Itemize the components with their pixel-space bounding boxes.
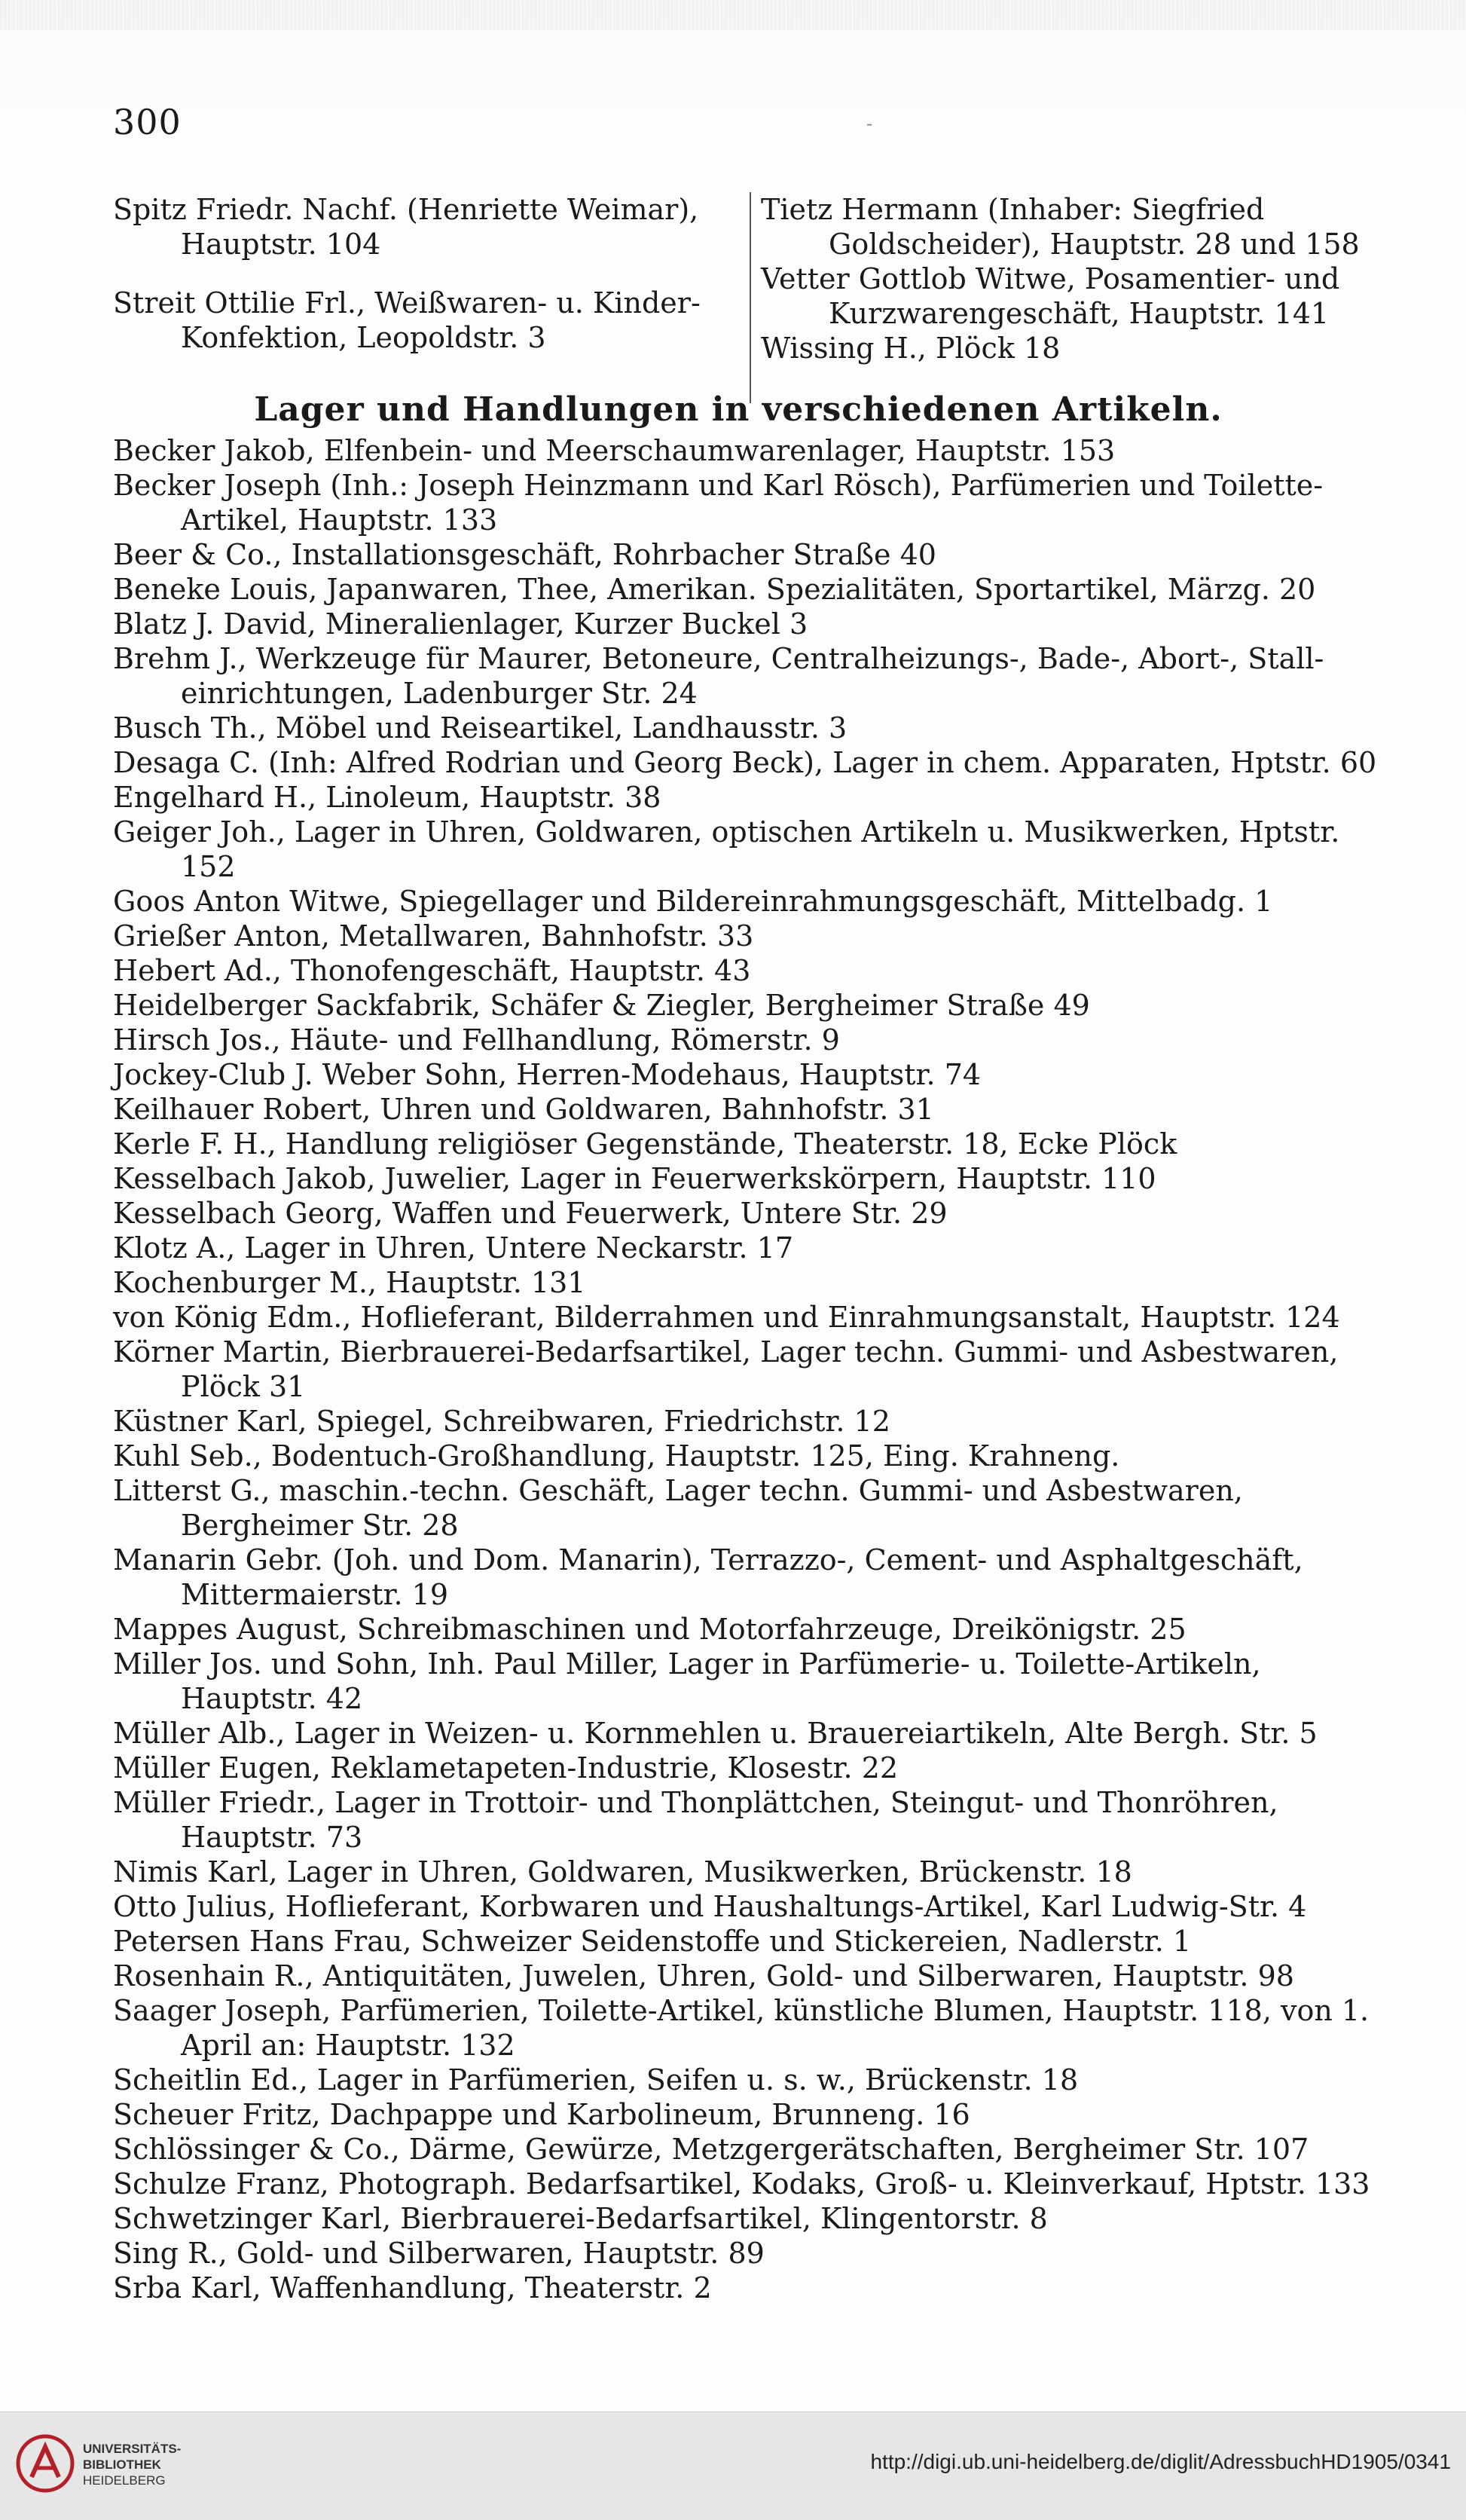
list-item: Busch Th., Möbel und Reiseartikel, Landhausstr. 3 — [113, 711, 848, 745]
list-item: Wissing H., Plöck 18 — [761, 332, 1061, 365]
library-name-line: BIBLIOTHEK — [83, 2457, 161, 2472]
list-item: Nimis Karl, Lager in Uhren, Goldwaren, Musikwerken, Brückenstr. 18 — [113, 1855, 1132, 1888]
list-item: Müller Friedr., Lager in Trottoir- und Thonplättchen, Steingut- und Thonröhren, Hauptstr. 73 — [113, 1786, 1278, 1854]
list-item: Hirsch Jos., Häute- und Fellhandlung, Römerstr. 9 — [113, 1023, 840, 1057]
list-item: Kochenburger M., Hauptstr. 131 — [113, 1266, 586, 1299]
list-item: Scheitlin Ed., Lager in Parfümerien, Seifen u. s. w., Brückenstr. 18 — [113, 2063, 1079, 2096]
list-item: Hebert Ad., Thonofengeschäft, Hauptstr. 43 — [113, 954, 751, 987]
top-two-column-block — [113, 192, 1364, 418]
source-url-link[interactable]: http://digi.ub.uni-heidelberg.de/diglit/AdressbuchHD1905/0341 — [870, 2450, 1451, 2473]
list-item: Küstner Karl, Spiegel, Schreibwaren, Friedrichstr. 12 — [113, 1405, 890, 1438]
list-item: von König Edm., Hoflieferant, Bilderrahmen und Einrahmungsanstalt, Hauptstr. 124 — [113, 1301, 1340, 1334]
list-item: Rosenhain R., Antiquitäten, Juwelen, Uhren, Gold- und Silberwaren, Hauptstr. 98 — [113, 1959, 1294, 1992]
library-logo-icon — [15, 2433, 75, 2494]
list-item: Brehm J., Werkzeuge für Maurer, Betoneure, Centralheizungs-, Bade-, Abort-, Stall-einrichtungen, Ladenburger Str. 24 — [113, 642, 1324, 710]
list-item: Manarin Gebr. (Joh. und Dom. Manarin), Terrazzo-, Cement- und Asphaltgeschäft, Mittermaierstr. 19 — [113, 1543, 1303, 1611]
list-item: Otto Julius, Hoflieferant, Korbwaren und Haushaltungs-Artikel, Karl Ludwig-Str. 4 — [113, 1890, 1307, 1923]
list-item: Desaga C. (Inh: Alfred Rodrian und Georg Beck), Lager in chem. Apparaten, Hptstr. 60 — [113, 746, 1377, 779]
list-item: Schwetzinger Karl, Bierbrauerei-Bedarfsartikel, Klingentorstr. 8 — [113, 2202, 1048, 2235]
column-divider — [750, 192, 751, 403]
directory-list — [113, 433, 1394, 2305]
list-item: Spitz Friedr. Nachf. (Henriette Weimar), Hauptstr. 104 — [113, 193, 699, 261]
list-item: Blatz J. David, Mineralienlager, Kurzer Buckel 3 — [113, 607, 808, 641]
list-item: Heidelberger Sackfabrik, Schäfer & Ziegler, Bergheimer Straße 49 — [113, 989, 1090, 1022]
list-item: Jockey-Club J. Weber Sohn, Herren-Modehaus, Hauptstr. 74 — [113, 1058, 982, 1091]
scan-edge — [0, 0, 1466, 30]
list-item: Mappes August, Schreibmaschinen und Motorfahrzeuge, Dreikönigstr. 25 — [113, 1613, 1187, 1646]
list-item: Tietz Hermann (Inhaber: Siegfried Goldscheider), Hauptstr. 28 und 158 — [761, 193, 1360, 261]
scan-mark: - — [866, 113, 873, 134]
left-column — [113, 192, 738, 355]
page-number: 300 — [113, 102, 182, 142]
section-heading: Lager und Handlungen in verschiedenen Artikeln. — [254, 390, 1223, 429]
list-item: Schlössinger & Co., Därme, Gewürze, Metzgergerätschaften, Bergheimer Str. 107 — [113, 2133, 1309, 2166]
list-item: Saager Joseph, Parfümerien, Toilette-Artikel, künstliche Blumen, Hauptstr. 118, von 1. April an: Hauptstr. 132 — [113, 1994, 1370, 2062]
list-item: Streit Ottilie Frl., Weißwaren- u. Kinder-Konfektion, Leopoldstr. 3 — [113, 286, 701, 354]
list-item: Becker Joseph (Inh.: Joseph Heinzmann und Karl Rösch), Parfümerien und Toilette-Artikel, Hauptstr. 133 — [113, 469, 1324, 537]
library-name — [83, 2441, 181, 2488]
list-item: Körner Martin, Bierbrauerei-Bedarfsartikel, Lager techn. Gummi- und Asbestwaren, Plöck 31 — [113, 1335, 1339, 1403]
list-item: Kerle F. H., Handlung religiöser Gegenstände, Theaterstr. 18, Ecke Plöck — [113, 1127, 1177, 1161]
list-item: Keilhauer Robert, Uhren und Goldwaren, Bahnhofstr. 31 — [113, 1093, 934, 1126]
list-item: Beer & Co., Installationsgeschäft, Rohrbacher Straße 40 — [113, 538, 936, 571]
list-item: Beneke Louis, Japanwaren, Thee, Amerikan. Spezialitäten, Sportartikel, Märzg. 20 — [113, 573, 1316, 606]
list-item: Becker Jakob, Elfenbein- und Meerschaumwarenlager, Hauptstr. 153 — [113, 434, 1116, 467]
list-item: Grießer Anton, Metallwaren, Bahnhofstr. 33 — [113, 919, 754, 953]
list-item: Petersen Hans Frau, Schweizer Seidenstoffe und Stickereien, Nadlerstr. 1 — [113, 1925, 1192, 1958]
list-item: Vetter Gottlob Witwe, Posamentier- und Kurzwarengeschäft, Hauptstr. 141 — [761, 262, 1340, 330]
list-item: Srba Karl, Waffenhandlung, Theaterstr. 2 — [113, 2271, 712, 2304]
library-name-line: HEIDELBERG — [83, 2473, 166, 2488]
right-column — [761, 192, 1364, 365]
list-item: Müller Eugen, Reklametapeten-Industrie, Klosestr. 22 — [113, 1751, 899, 1784]
list-item: Schulze Franz, Photograph. Bedarfsartikel, Kodaks, Groß- u. Kleinverkauf, Hptstr. 133 — [113, 2167, 1370, 2200]
list-item: Müller Alb., Lager in Weizen- u. Kornmehlen u. Brauereiartikeln, Alte Bergh. Str. 5 — [113, 1717, 1318, 1750]
list-item: Engelhard H., Linoleum, Hauptstr. 38 — [113, 781, 661, 814]
list-item: Kesselbach Georg, Waffen und Feuerwerk, Untere Str. 29 — [113, 1197, 948, 1230]
list-item: Goos Anton Witwe, Spiegellager und Bildereinrahmungsgeschäft, Mittelbadg. 1 — [113, 885, 1273, 918]
list-item: Geiger Joh., Lager in Uhren, Goldwaren, optischen Artikeln u. Musikwerken, Hptstr. 152 — [113, 815, 1340, 883]
list-item: Klotz A., Lager in Uhren, Untere Neckarstr. 17 — [113, 1231, 794, 1265]
footer-bar — [0, 2411, 1466, 2520]
list-item: Scheuer Fritz, Dachpappe und Karbolineum, Brunneng. 16 — [113, 2098, 970, 2131]
list-item: Miller Jos. und Sohn, Inh. Paul Miller, Lager in Parfümerie- u. Toilette-Artikeln, Hauptstr. 42 — [113, 1647, 1261, 1715]
list-item: Sing R., Gold- und Silberwaren, Hauptstr. 89 — [113, 2237, 765, 2270]
list-item: Kuhl Seb., Bodentuch-Großhandlung, Hauptstr. 125, Eing. Krahneng. — [113, 1439, 1120, 1473]
list-item: Litterst G., maschin.-techn. Geschäft, Lager techn. Gummi- und Asbestwaren, Bergheimer Str. 28 — [113, 1474, 1243, 1542]
library-name-line: UNIVERSITÄTS- — [83, 2442, 182, 2456]
list-item: Kesselbach Jakob, Juwelier, Lager in Feuerwerkskörpern, Hauptstr. 110 — [113, 1162, 1156, 1195]
